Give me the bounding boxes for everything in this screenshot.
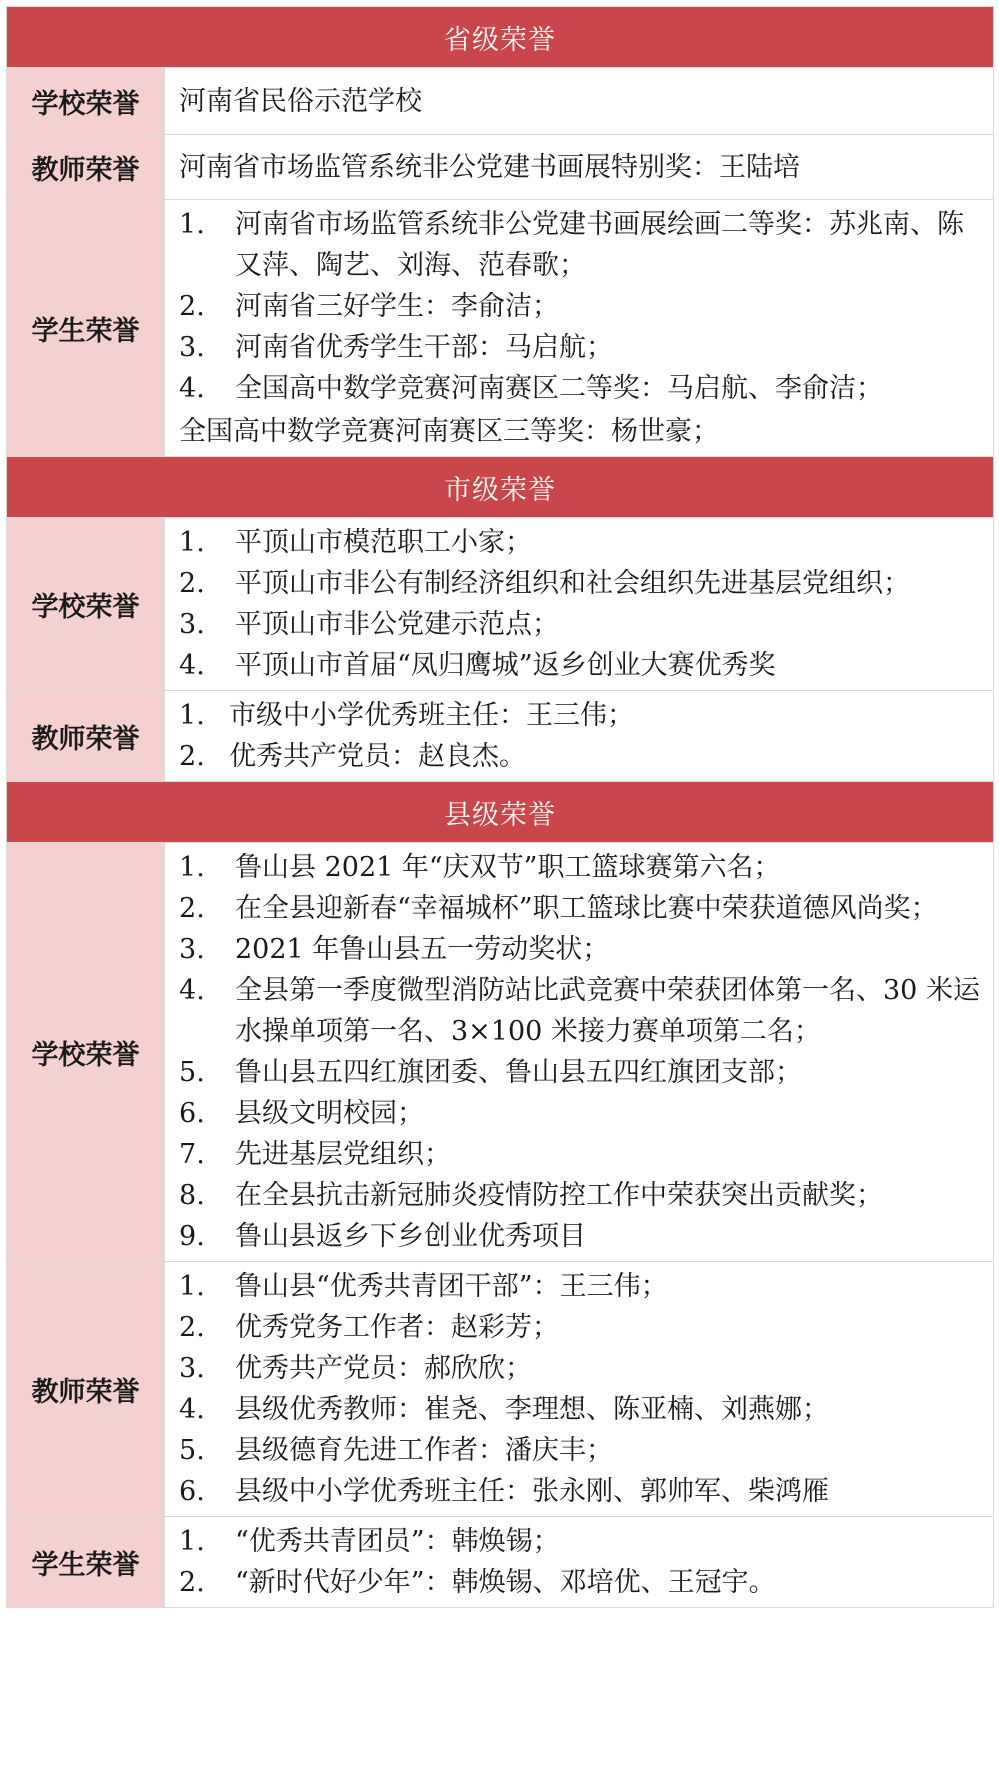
list-item: 先进基层党组织； <box>235 1139 451 1170</box>
honor-text: 河南省市场监管系统非公党建书画展特别奖：王陆培 <box>165 135 994 200</box>
list-item: 全国高中数学竞赛河南赛区二等奖：马启航、李俞洁； <box>235 373 883 404</box>
list-item: 优秀共产党员：郝欣欣； <box>235 1353 532 1384</box>
honor-list-cell <box>165 691 994 782</box>
category-label: 学校荣誉 <box>7 68 165 135</box>
honor-list <box>179 847 983 1257</box>
table-row <box>7 843 994 1262</box>
honor-list <box>179 1521 983 1603</box>
list-item: 平顶山市模范职工小家； <box>235 527 532 558</box>
table-row <box>7 518 994 691</box>
category-label: 教师荣誉 <box>7 691 165 782</box>
honor-list-cell <box>165 200 994 457</box>
list-item: 鲁山县 2021 年“庆双节”职工篮球赛第六名； <box>235 852 781 883</box>
list-item: 河南省优秀学生干部：马启航； <box>235 332 613 363</box>
section-header <box>7 457 994 518</box>
list-item: 平顶山市非公党建示范点； <box>235 609 559 640</box>
section-title: 县级荣誉 <box>7 782 994 843</box>
category-label: 学校荣誉 <box>7 843 165 1262</box>
category-label: 教师荣誉 <box>7 135 165 200</box>
list-item: 县级德育先进工作者：潘庆丰； <box>235 1435 613 1466</box>
honor-list <box>179 204 983 409</box>
list-item: 全县第一季度微型消防站比武竞赛中荣获团体第一名、30 米运水操单项第一名、3×100 米接力赛单项第二名； <box>235 975 980 1047</box>
honor-text: 河南省民俗示范学校 <box>165 68 994 135</box>
table-row <box>7 1517 994 1608</box>
honor-list-cell <box>165 1517 994 1608</box>
table-row <box>7 200 994 457</box>
table-row <box>7 68 994 135</box>
list-item: 在全县迎新春“幸福城杯”职工篮球比赛中荣获道德风尚奖； <box>235 893 938 924</box>
category-label: 学生荣誉 <box>7 200 165 457</box>
section-title: 市级荣誉 <box>7 457 994 518</box>
honor-list-cell <box>165 518 994 691</box>
list-item: 2021 年鲁山县五一劳动奖状； <box>235 934 610 965</box>
list-item: 平顶山市首届“凤归鹰城”返乡创业大赛优秀奖 <box>235 650 776 681</box>
list-item: 优秀党务工作者：赵彩芳； <box>235 1312 559 1343</box>
list-item: 河南省市场监管系统非公党建书画展绘画二等奖：苏兆南、陈又萍、陶艺、刘海、范春歌； <box>235 209 964 281</box>
table-row <box>7 1262 994 1517</box>
list-item: 鲁山县“优秀共青团干部”：王三伟； <box>235 1271 668 1302</box>
section-header <box>7 782 994 843</box>
extra-honor-text: 全国高中数学竞赛河南赛区三等奖：杨世豪； <box>179 416 719 447</box>
list-item: “新时代好少年”：韩焕锡、邓培优、王冠宇。 <box>235 1567 776 1598</box>
honor-list <box>179 522 983 686</box>
list-item: 平顶山市非公有制经济组织和社会组织先进基层党组织； <box>235 568 910 599</box>
list-item: 优秀共产党员：赵良杰。 <box>229 741 526 772</box>
honor-list-cell <box>165 843 994 1262</box>
list-item: “优秀共青团员”：韩焕锡； <box>235 1526 560 1557</box>
list-item: 县级优秀教师：崔尧、李理想、陈亚楠、刘燕娜； <box>235 1394 829 1425</box>
category-label: 教师荣誉 <box>7 1262 165 1517</box>
table-row <box>7 135 994 200</box>
list-item: 鲁山县五四红旗团委、鲁山县五四红旗团支部； <box>235 1057 802 1088</box>
honor-list <box>179 1266 983 1512</box>
list-item: 鲁山县返乡下乡创业优秀项目 <box>235 1221 586 1252</box>
list-item: 县级文明校园； <box>235 1098 424 1129</box>
list-item: 在全县抗击新冠肺炎疫情防控工作中荣获突出贡献奖； <box>235 1180 883 1211</box>
category-label: 学校荣誉 <box>7 518 165 691</box>
list-item: 河南省三好学生：李俞洁； <box>235 291 559 322</box>
list-item: 市级中小学优秀班主任：王三伟； <box>229 700 634 731</box>
section-header <box>7 7 994 68</box>
list-item: 县级中小学优秀班主任：张永刚、郭帅军、柴鸿雁 <box>235 1476 829 1507</box>
table-row <box>7 691 994 782</box>
honor-list <box>179 695 983 777</box>
section-title: 省级荣誉 <box>7 7 994 68</box>
category-label: 学生荣誉 <box>7 1517 165 1608</box>
honor-list-cell <box>165 1262 994 1517</box>
honors-table <box>6 6 994 1608</box>
